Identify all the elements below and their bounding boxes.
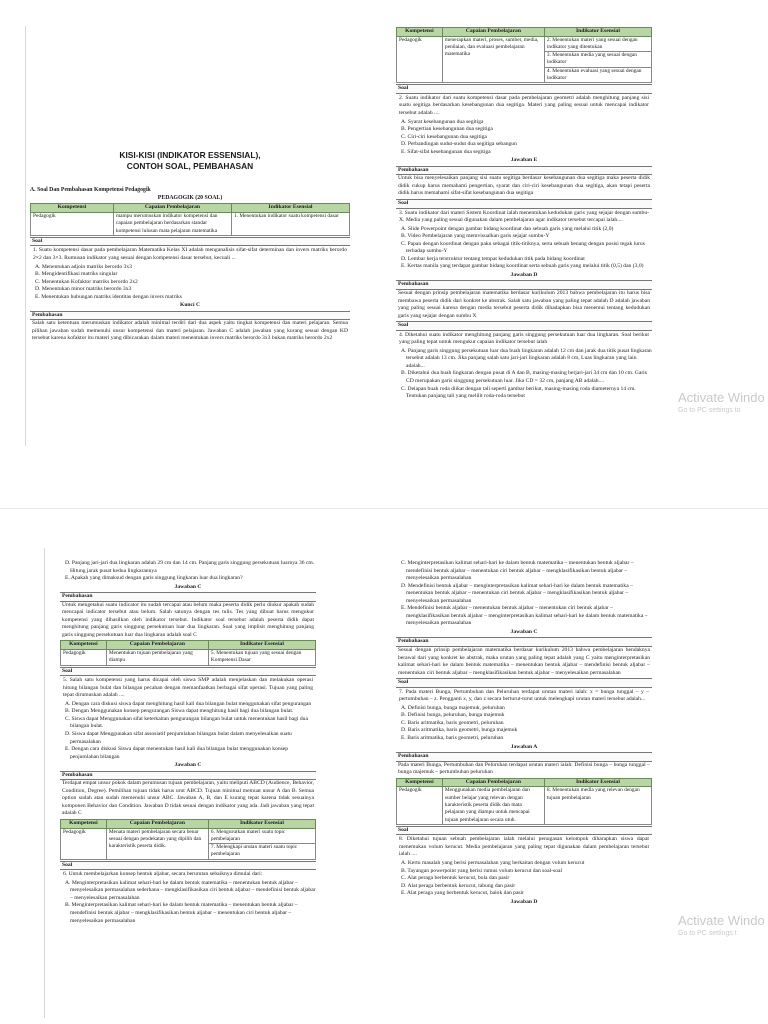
competency-table	[396, 27, 652, 83]
option: C. Siswa dapat Menggunakan sifat keterkaitan pengurangan bilangan bulat untuk menentukan hasil bagi dua bilangan bulat.	[65, 715, 308, 730]
table-header: Capaian Pembelajaran	[442, 778, 544, 787]
table-cell: 5. Menentukan tujuan yang sesuai dengan Kompetensi Dasar	[208, 650, 315, 666]
option: B. Definisi bunga, peluruhan, bunga majemuk	[401, 712, 505, 719]
document-page-3	[60, 560, 316, 1012]
table-cell: Menentukan tujuan pembelajaran yang diampu	[106, 650, 208, 666]
page-separator	[0, 508, 768, 509]
table-header: Kompetensi	[397, 778, 443, 787]
table-header: Capaian Pembelajaran	[442, 28, 544, 37]
option: B. Tayangan powerpoint yang berisi rumus volum kerucut dan soal-soal	[401, 867, 563, 874]
option: E. Menentukan hubungan matriks identitas dengan invers matriks	[35, 293, 182, 300]
answer-key: Jawaban E	[396, 157, 652, 165]
question: 7. Pada materi Bunga, Pertumbuhan dan Peluruhan terdapat urutan materi ialah: x = bunga tunggal – y – pertumbuhan – z. Pengganti x, y, dan z secara berturut-turut untuk melengkapi urutan materi tersebut adalah...	[399, 688, 649, 703]
competency-table	[30, 203, 350, 235]
option: D. Siswa dapat Menggunakan sifat assosiatif penjumlahan bilangan bulat dalam menyelesaikan suatu permasalahan	[65, 730, 292, 745]
table-header: Capaian Pembelajaran	[106, 820, 208, 829]
option: C. Menginterpretasikan kalimat sehari-hari ke dalam bentuk matematika – menentukan bentuk aljabar – mendefinisi bentuk aljabar – menentukan ciri bentuk aljabar – mengklasifikasikan bentuk aljabar – menyelesaikan permasalahan	[401, 560, 634, 582]
table-header: Indikator Esensial	[544, 778, 651, 787]
question: 4. Diketahui suatu indikator menghitung panjang garis singgung persekutuan luar dua lingkaran. Soal berikut yang paling tepat untuk mengukur capaian indikator tersebut ialah	[399, 331, 649, 346]
explanation: Salah satu ketentuan merumuskan indikator adalah minimal terdiri dari dua aspek yaitu tingkat kompetensi dan materi pelajaran. Semua pilihan jawaban sudah memenuhi unsur kompetensi dan materi pelajaran. Jawaban C adalah jawaban yang kurang sesuai dengan KD tersebut karena kofaktor itu materi yang dibicarakan dalam materi menentukan invers matriks berordo 3x3 bukan matriks berordo 2x2	[32, 320, 348, 342]
option: B. Dengan Menggunakan konsep pengurangan Siswa dapat menghitung hasil bagi dua bilangan bulat.	[65, 708, 294, 715]
soal-label: Soal	[396, 678, 652, 688]
table-header: Capaian Pembelajaran	[113, 204, 231, 213]
table-cell: mampu merumuskan indikator kompetensi dan capaian pembelajaran berdasarkan standar kompetensi lulusan mata pelajaran matematika	[113, 213, 231, 236]
question: 6. Untuk membelajarkan konsep bentuk aljabar, secara berurutan sebaiknya dimulai dari:	[63, 871, 263, 878]
answer-key: Jawaban D	[396, 899, 652, 907]
pembahasan-label: Pembahasan	[396, 166, 652, 176]
option: D. Alat peraga berbentuk kerucut, tabung dan pasir	[401, 882, 516, 889]
option: D. Perbandingan sudut-sudut dua segitiga sebangun	[401, 141, 517, 148]
pembahasan-label: Pembahasan	[396, 280, 652, 290]
table-cell: 4. Menentukan evaluasi yang sesuai dengan indikator	[544, 67, 651, 83]
answer-key: Jawaban A	[396, 744, 652, 752]
table-header: Kompetensi	[61, 641, 107, 650]
option: E. Baris aritmatika, baris geometri, peluruhan	[401, 735, 504, 742]
pembahasan-label: Pembahasan	[60, 592, 316, 602]
option: D. Baris aritmatika, baris geometri, bunga majemuk	[401, 727, 518, 734]
table-cell: 2. Menentukan materi yang sesuai dengan indikator yang ditentukan	[544, 36, 651, 52]
option: C. Baris aritmatika, baris geometri, peluruhan	[401, 719, 504, 726]
soal-label: Soal	[60, 667, 316, 677]
answer-key: Jawaban C	[60, 762, 316, 770]
option: A. Menentukan adjoin matriks berordo 3x3	[35, 263, 132, 270]
soal-label: Soal	[396, 84, 652, 94]
option: E. Apakah yang dimaksud dengan garis singgung lingkaran luar dua lingkaran?	[65, 575, 243, 582]
page-edge-left	[25, 26, 26, 446]
explanation: Untuk bisa menyelesaikan panjang sisi suatu segitiga berdasar kesebangunan dua segitiga maka peserta didik didik cukup harus memahami pengertian, syarat dan ciri-ciri kesebangunan dua segitiga, akan tetapi peserta didik harus memahami sifat-sifat kesebangunan dua segitiga	[398, 175, 650, 197]
table-header: Kompetensi	[397, 28, 443, 37]
option: A. Menginterpretasikan kalimat sehari-hari ke dalam bentuk matematika – menentukan bentuk aljabar – menyelesaikan permasalahan sederhana – mengklasifikasikan ciri bentuk aljabar – mendefinisi bentuk aljabar – menyelesaikan permasalahan	[65, 879, 316, 901]
subsection-heading: PEDAGOGIK (20 SOAL)	[157, 194, 223, 201]
option: C. Ciri-ciri kesebangunan dua segitiga	[401, 133, 487, 140]
option: B. Menginterpretasikan kalimat sehari-hari ke dalam bentuk matematika – menentukan bentuk aljabar – mendefinisi bentuk aljabar – mengklasifikasikan bentuk aljabar – menentukan ciri bentuk aljabar – menyelesaikan permasalahan	[65, 902, 298, 924]
table-cell: Pedagogik	[61, 650, 107, 666]
answer-key: Jawaban C	[396, 629, 652, 637]
option: B. Video Pembelajaran yang memvisualkan garis sejajar sumbu-Y	[401, 233, 550, 240]
option: A. Slide Powerpoint dengan gambar bidang koordinat dan sebuah garis yang melalui titik (2,0)	[401, 225, 614, 232]
question: 1. Suatu kompetensi dasar pada pembelajaran Matematika Kelas XI adalah menganalisis sifat-sifat determinan dan invers matriks berordo 2×2 dan 3×3. Rumusan indikator yang sesuai dengan kompetensi dasar tersebut, kecuali ...	[33, 247, 347, 261]
question: 8. Diketahui tujuan sebuah pembelajaran ialah melalui penugasan kelompok diharapkan siswa dapat menemukan volum kerucut. Media pembelajaran yang paling tepat digunakan dalam pembelajaran tersebut ialah ....	[399, 836, 649, 858]
activation-watermark-title: Activate Windo	[678, 390, 765, 405]
table-header: Indikator Esensial	[544, 28, 651, 37]
option: E. Mendefinisi bentuk aljabar – menentukan bentuk aljabar – menentukan ciri bentuk aljabar – mengklasifikasikan bentuk aljabar – menginterpretasikan kalimat sehari-hari ke dalam bentuk matematika – menyelesaikan permasalahan	[401, 605, 648, 627]
activation-watermark-subtitle: Go to PC settings to	[678, 407, 741, 414]
option: C. Alat peraga berbentuk kerucut, bola dan pasir	[401, 875, 510, 882]
option: D. Panjang jari-jari dua lingkaran adalah 29 cm dan 14 cm. Panjang garis singgung persekutuan luarnya 36 cm. Hitung jarak pusat kedua lingkarannya	[65, 560, 315, 574]
table-cell: Pedagogik	[397, 787, 443, 824]
explanation: Pada materi Bunga, Pertumbuhan dan Peluruhan terdapat urutan materi ialah: Definisi bunga – bunga tunggal – bunga majemuk – pertumbuhan peluruhan	[398, 761, 650, 776]
pembahasan-label: Pembahasan	[30, 311, 350, 321]
option: C. Menentukan Kofaktor matriks berordo 2x2	[35, 278, 138, 285]
soal-label: Soal	[396, 321, 652, 331]
table-header: Indikator Esensial	[231, 204, 349, 213]
option: B. Pengertian kesebangunan dua segitiga	[401, 126, 493, 133]
option: B. Diketahui dua buah lingkaran dengan pusat di A dan B, masing-masing berjari-jari 34 cm dan 10 cm. Garis CD merupakan garis singgung persekutuan luar. Jika CD = 32 cm, panjang AB adalah....	[401, 370, 647, 385]
document-page-4	[396, 560, 652, 1012]
competency-table	[396, 778, 652, 825]
question: 3. Suatu indikator dari materi Sistem Koordinat ialah menentukan kedudukan garis yang sejajar dengan sumbu-X. Media yang paling sesuai digunakan dalam pembelajaran agar indikator tersebut tercapai ialah....	[399, 209, 649, 224]
table-header: Kompetensi	[31, 204, 114, 213]
table-cell: Menggunakan media pembelajaran dan sumber belajar yang relevan dengan karakteristik peserta didik dan mata pelajaran yang diampu untuk mencapai tujuan pembelajaran secara utuh.	[442, 787, 544, 824]
table-cell: 6. Mengurutkan materi suatu topic pembelajaran	[208, 828, 315, 844]
option: B. Mengidentifikasi matriks singular	[35, 271, 118, 278]
table-cell: 7. Melengkapi urutan materi suatu topic pembelajaran	[208, 844, 315, 860]
document-title-line2: CONTOH SOAL, PEMBAHASAN	[126, 160, 254, 171]
option: D. Mendefinisi bentuk aljabar – menginterpretasikan kalimat sehari-hari ke dalam bentuk matematika – menentukan bentuk aljabar – menentukan ciri bentuk aljabar – mengklasifikasikan bentuk aljabar – menyelesaikan permasalahan	[401, 582, 633, 604]
table-cell: 8. Menentukan media yang relevan dengan tujuan pembelajaran	[544, 787, 651, 824]
table-header: Indikator Esensial	[208, 641, 315, 650]
option: E. Dengan cara diskusi Siswa dapat menentukan hasil kali dua bilangan bulat menggunakan konsep penjumlahan bilangan	[65, 746, 289, 760]
explanation: Sesuai dengan prinsip pembelajaran matematika berdasar kurikulum 2013 bahwa pembelajaran hendaknya berawal dari yang konkret ke abstrak, maka urutan yang paling tepat adalah yang C yaitu menginterpretasikan kalimat sehari-hari ke dalam bentuk matematika – menentukan bentuk aljabar – mendefinisi bentuk aljabar – menentukan ciri bentuk aljabar – mengklasifikasikan bentuk aljabar – menyelesaikan permasalahan	[398, 647, 650, 676]
option: C. Delapan buah roda diikat dengan tali seperti gambar berikut, masing-masing roda diameternya 14 cm. Tentukan panjang tali yang melilit roda-roda tersebut	[401, 385, 636, 400]
question: 2. Suatu indikator dari suatu kompetensi dasar pada pembelajaran geometri adalah menghitung panjang sisi suatu segitiga berdasarkan kesebangunan dua segitiga. Materi yang paling sesuai untuk mencapai indikator tersebut adalah ....	[399, 94, 649, 116]
table-cell: menerapkan materi, proses, sumber, media, penilaian, dan evaluasi pembelajaran matematika	[442, 36, 544, 83]
table-cell: 1. Menentukan indikator suatu kompetensi dasar	[231, 213, 349, 236]
soal-label: Soal	[396, 199, 652, 209]
document-title-line1: KISI-KISI (INDIKATOR ESSENSIAL),	[119, 150, 261, 160]
pembahasan-label: Pembahasan	[396, 752, 652, 762]
table-header: Kompetensi	[61, 820, 107, 829]
answer-key: Jawaban D	[396, 272, 652, 280]
table-cell: Pedagogik	[31, 213, 114, 236]
option: A. Kertu masalah yang berisi permasalahan yang berkaitan dengan volum kerucut	[401, 859, 585, 866]
document-page-2	[396, 26, 652, 424]
section-heading: A. Soal Dan Pembahasan Kompetensi Pedagogik	[30, 186, 151, 193]
question: 5. Salah satu kompetensi yang harus dicapai oleh siswa SMP adalah menjelaskan dan melakukan operasi hitung bilangan bulat dan bilangan pecahan dengan memanfaatkan berbagai sifat operasi. Tujuan yang paling tepat dirumuskan adalah ....	[63, 677, 313, 699]
activation-watermark-subtitle: Go to PC settings t	[678, 930, 737, 937]
soal-label: Soal	[30, 237, 350, 247]
explanation: Terdapat empat unsur pokok dalam perumusan tujuan pembelajaran, yaitu meliputi ABCD (Audience, Behavior, Condition, Degree). Pemilihan tujuan tidak harus urut ABCD. Tujuan minimal memuat unsur A dan B. Semua option sudah atau sudah memenuhi unsur ABC. Jawaban A, B, dan E kurang tepat karena tidak sesuainya komponen Behavior dan Condition. Jawaban D tidak sesuai dengan indikator yang ada. Jadi jawaban yang tepat adalah C	[62, 780, 314, 817]
option: E. Kertas manila yang terdapat gambar bidang koordinat serta sebuah garis yang melalui titik (0,5) dan (3,0)	[401, 263, 644, 270]
table-cell: Pedagogik	[397, 36, 443, 83]
option: E. Alat peraga yang berbentuk kerucut, balok dan pasir	[401, 890, 525, 897]
explanation: Untuk mengetahui suatu indicator itu sudah tercapai atau belum maka peserta didik perlu diukur apakah sudah mencapai indicator tersebut atau belum. Salah satunya dengan tes tulis. Tes yang dibuat harus mengukur kompetensi yang dihasilkan oleh indikator tersebut. Indikator soal tersebut adalah peserta didik dapat menghitung panjang garis singgung persekutuan luar dua lingkaran. Soal yang implisit menghitung panjang garis singgung persekutuan luar dua lingkaran adalah soal C	[62, 601, 314, 638]
option: A. Definisi bunga, bunga majemuk, peluruhan	[401, 704, 505, 711]
table-header: Capaian Pembelajaran	[106, 641, 208, 650]
table-header: Indikator Esensial	[208, 820, 315, 829]
answer-key: Jawaban C	[60, 584, 316, 592]
page-edge-left-lower	[44, 548, 45, 1018]
table-cell: Pedagogik	[61, 828, 107, 859]
soal-label: Soal	[396, 826, 652, 836]
option: E. Sifat-sifat kesebangunan dua segitiga	[401, 148, 491, 155]
option: A. Dengan cara diskusi siswa dapat menghitung hasil kali dua bilangan bulat menggunakan sifat pengurangan	[65, 700, 312, 707]
option: A. Panjang garis singgung persekutuan luar dua buah lingkaran adalah 12 cm dan jarak dua titik pusat lingkaran tersebut adalah 13 cm. Jika panjang salah satu jari-jari lingkaran adalah 8 cm, Luas lingkaran yang lain adalah...	[401, 347, 652, 369]
document-page-1	[30, 150, 350, 420]
competency-table	[60, 640, 316, 665]
option: C. Papan dengan koordinat dengan paku sebagai titik-titiknya, serta sebuah benang dengan posisi tegak lurus terhadap sumbu-Y	[401, 240, 645, 255]
soal-label: Soal	[60, 861, 316, 871]
option: A. Syarat kesebangunan dua segitiga	[401, 118, 484, 125]
table-cell: Menata materi pembelajaran secara benar sesuai dengan pendekatan yang dipilih dan karakteristik peserta didik.	[106, 828, 208, 859]
option: D. Menentukan minor matriks berordo 3x3	[35, 286, 132, 293]
competency-table	[60, 819, 316, 860]
answer-key: Kunci C	[30, 302, 350, 310]
explanation: Sesuai dengan prinsip pembelajaran matematika berdasar kurikulum 2013 bahwa pembelajaran itu harus bisa membawa peserta didik dari konkret ke abstrak. Salah satu jawaban yang paling tepat adalah D adalah jawaban yang paling sesuai karena dengan media tersebut peserta didik dihadapkan bisa menemui tentang kedudukan garis yang sejajar dengan sumbu X	[398, 290, 650, 319]
pembahasan-label: Pembahasan	[60, 771, 316, 781]
option: D. Lembar kerja terstruktur tentang tempat kedudukan titik pada bidang koordinat	[401, 255, 585, 262]
activation-watermark-title: Activate Windo	[678, 913, 765, 928]
table-cell: 3. Menentukan media yang sesuai dengan indikator	[544, 52, 651, 68]
pembahasan-label: Pembahasan	[396, 637, 652, 647]
